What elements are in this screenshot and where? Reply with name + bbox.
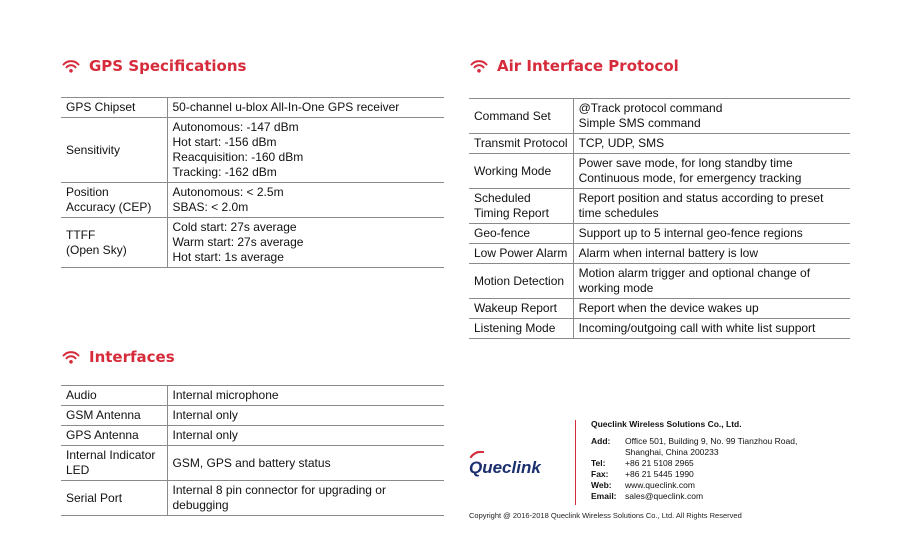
gps-spec-table <box>61 97 444 268</box>
spec-row <box>61 98 444 118</box>
spec-key-cell <box>469 99 573 134</box>
spec-value-cell <box>573 244 850 264</box>
spec-key-cell <box>61 481 167 516</box>
contact-value <box>625 491 797 502</box>
copyright-text: Copyright @ 2016-2018 Queclink Wireless Solutions Co., Ltd. All Rights Reserved <box>469 511 742 520</box>
spec-key-cell <box>61 183 167 218</box>
contact-label: Fax: <box>591 469 609 479</box>
cell-line: TTFF <box>66 227 96 242</box>
contact-row <box>591 436 797 458</box>
spec-value-cell <box>167 386 444 406</box>
cell-line: Cold start: 27s average <box>172 220 297 234</box>
cell-line: Autonomous: -147 dBm <box>172 120 299 134</box>
cell-line: TCP, UDP, SMS <box>578 136 665 150</box>
interfaces-spec-table <box>61 385 444 516</box>
cell-line: Serial Port <box>66 490 123 505</box>
cell-line: 50-channel u-blox All-In-One GPS receiver <box>172 100 400 114</box>
cell-line: LED <box>66 463 90 477</box>
cell-line: debugging <box>172 498 229 512</box>
contact-label: Web: <box>591 480 612 490</box>
cell-line: Incoming/outgoing call with white list support <box>578 321 816 335</box>
spec-key-cell <box>61 98 167 118</box>
cell-line: Internal only <box>172 408 238 422</box>
cell-line: Support up to 5 internal geo-fence regions <box>578 226 803 240</box>
company-contact-body <box>591 436 797 502</box>
air-section-heading: Air Interface Protocol <box>497 57 679 75</box>
cell-line: Motion Detection <box>474 273 565 288</box>
contact-label: Tel: <box>591 458 606 468</box>
company-info <box>591 419 797 502</box>
cell-line: Report position and status according to preset <box>578 191 824 205</box>
spec-value-cell <box>573 264 850 299</box>
spec-value-cell <box>167 218 444 268</box>
spec-key-cell <box>469 244 573 264</box>
spec-key-cell <box>61 426 167 446</box>
spec-row <box>61 183 444 218</box>
cell-line: Alarm when internal battery is low <box>578 246 759 260</box>
contact-value <box>625 458 797 469</box>
spec-row <box>61 446 444 481</box>
cell-line: GSM Antenna <box>66 408 141 422</box>
air-spec-table <box>469 98 850 339</box>
cell-line: Working Mode <box>474 163 552 178</box>
cell-line: Command Set <box>474 108 551 123</box>
cell-line: @Track protocol command <box>578 101 723 115</box>
cell-line: GSM, GPS and battery status <box>172 455 331 470</box>
spec-row <box>469 189 850 224</box>
contact-value <box>625 480 797 491</box>
cell-line: Audio <box>66 388 97 402</box>
spec-row <box>61 426 444 446</box>
cell-line: Internal microphone <box>172 388 279 402</box>
contact-value <box>625 436 797 458</box>
cell-line: Geo-fence <box>474 226 531 240</box>
spec-key-cell <box>469 224 573 244</box>
cell-line: Shanghai, China 200233 <box>625 447 719 457</box>
spec-value-cell <box>573 224 850 244</box>
interfaces-section-heading: Interfaces <box>89 348 175 366</box>
cell-line: Continuous mode, for emergency tracking <box>578 171 802 185</box>
cell-line: Hot start: 1s average <box>172 250 284 264</box>
company-name: Queclink Wireless Solutions Co., Ltd. <box>591 419 742 429</box>
spec-row <box>469 224 850 244</box>
spec-key-cell <box>61 218 167 268</box>
cell-line: Reacquisition: -160 dBm <box>172 150 304 164</box>
cell-line: SBAS: < 2.0m <box>172 200 249 214</box>
cell-line: GPS Chipset <box>66 100 136 114</box>
cell-line: time schedules <box>578 206 659 220</box>
spec-value-cell <box>573 99 850 134</box>
spec-value-cell <box>167 446 444 481</box>
company-contact-table <box>591 436 797 502</box>
contact-value <box>625 469 797 480</box>
cell-line: Listening Mode <box>474 321 556 335</box>
spec-value-cell <box>573 319 850 339</box>
cell-line: Wakeup Report <box>474 301 557 315</box>
spec-key-cell <box>61 446 167 481</box>
spec-row <box>469 319 850 339</box>
cell-line: Internal only <box>172 428 238 442</box>
cell-line: www.queclink.com <box>625 480 695 490</box>
contact-row <box>591 480 797 491</box>
spec-row <box>469 99 850 134</box>
spec-row <box>469 134 850 154</box>
cell-line: Motion alarm trigger and optional change of <box>578 266 811 280</box>
interfaces-spec-body <box>61 386 444 516</box>
cell-line: sales@queclink.com <box>625 491 704 501</box>
gps-section-heading: GPS Specifications <box>89 57 247 75</box>
spec-row <box>61 218 444 268</box>
spec-value-cell <box>167 406 444 426</box>
cell-line: GPS Antenna <box>66 428 139 442</box>
cell-line: Office 501, Building 9, No. 99 Tianzhou Road, <box>625 436 798 446</box>
spec-value-cell <box>167 98 444 118</box>
spec-row <box>469 299 850 319</box>
cell-line: +86 21 5108 2965 <box>625 458 694 468</box>
cell-line: Simple SMS command <box>578 116 701 130</box>
spec-value-cell <box>167 118 444 183</box>
air-section-title <box>470 57 679 75</box>
contact-label: Email: <box>591 491 617 501</box>
spec-key-cell <box>469 299 573 319</box>
cell-line: Sensitivity <box>66 142 121 157</box>
cell-line: working mode <box>578 281 654 295</box>
cell-line: Autonomous: < 2.5m <box>172 185 284 199</box>
cell-line: Power save mode, for long standby time <box>578 156 793 170</box>
contact-row <box>591 458 797 469</box>
spec-value-cell <box>573 154 850 189</box>
cell-line: Accuracy (CEP) <box>66 200 152 214</box>
spec-value-cell <box>167 183 444 218</box>
spec-key-cell <box>61 118 167 183</box>
company-divider <box>575 420 576 505</box>
cell-line: Timing Report <box>474 206 549 220</box>
spec-value-cell <box>573 134 850 154</box>
spec-row <box>469 264 850 299</box>
spec-value-cell <box>573 299 850 319</box>
cell-line: Tracking: -162 dBm <box>172 165 277 179</box>
cell-line: Hot start: -156 dBm <box>172 135 277 149</box>
contact-row <box>591 491 797 502</box>
spec-row <box>469 154 850 189</box>
spec-row <box>469 244 850 264</box>
spec-value-cell <box>167 426 444 446</box>
cell-line: Scheduled <box>474 191 531 205</box>
cell-line: +86 21 5445 1990 <box>625 469 694 479</box>
spec-value-cell <box>167 481 444 516</box>
wifi-signal-icon <box>62 59 80 73</box>
gps-spec-body <box>61 98 444 268</box>
cell-line: Warm start: 27s average <box>172 235 304 249</box>
spec-key-cell <box>469 154 573 189</box>
wifi-signal-icon <box>470 59 488 73</box>
spec-key-cell <box>469 319 573 339</box>
queclink-logo <box>468 451 558 479</box>
interfaces-section-title <box>62 348 175 366</box>
cell-line: Report when the device wakes up <box>578 301 759 315</box>
spec-row <box>61 386 444 406</box>
gps-section-title <box>62 57 246 75</box>
contact-row <box>591 469 797 480</box>
cell-line: Internal 8 pin connector for upgrading or <box>172 483 386 497</box>
svg-text:Queclink: Queclink <box>469 458 541 477</box>
spec-row <box>61 406 444 426</box>
spec-key-cell <box>469 264 573 299</box>
cell-line: Transmit Protocol <box>474 136 568 150</box>
cell-line: Position <box>66 185 109 199</box>
spec-key-cell <box>469 189 573 224</box>
cell-line: (Open Sky) <box>66 242 127 257</box>
spec-key-cell <box>469 134 573 154</box>
spec-key-cell <box>61 386 167 406</box>
cell-line: Internal Indicator <box>66 448 156 462</box>
spec-row <box>61 118 444 183</box>
wifi-signal-icon <box>62 350 80 364</box>
cell-line: Low Power Alarm <box>474 246 568 260</box>
air-spec-body <box>469 99 850 339</box>
spec-row <box>61 481 444 516</box>
contact-label: Add: <box>591 436 611 446</box>
spec-value-cell <box>573 189 850 224</box>
spec-key-cell <box>61 406 167 426</box>
